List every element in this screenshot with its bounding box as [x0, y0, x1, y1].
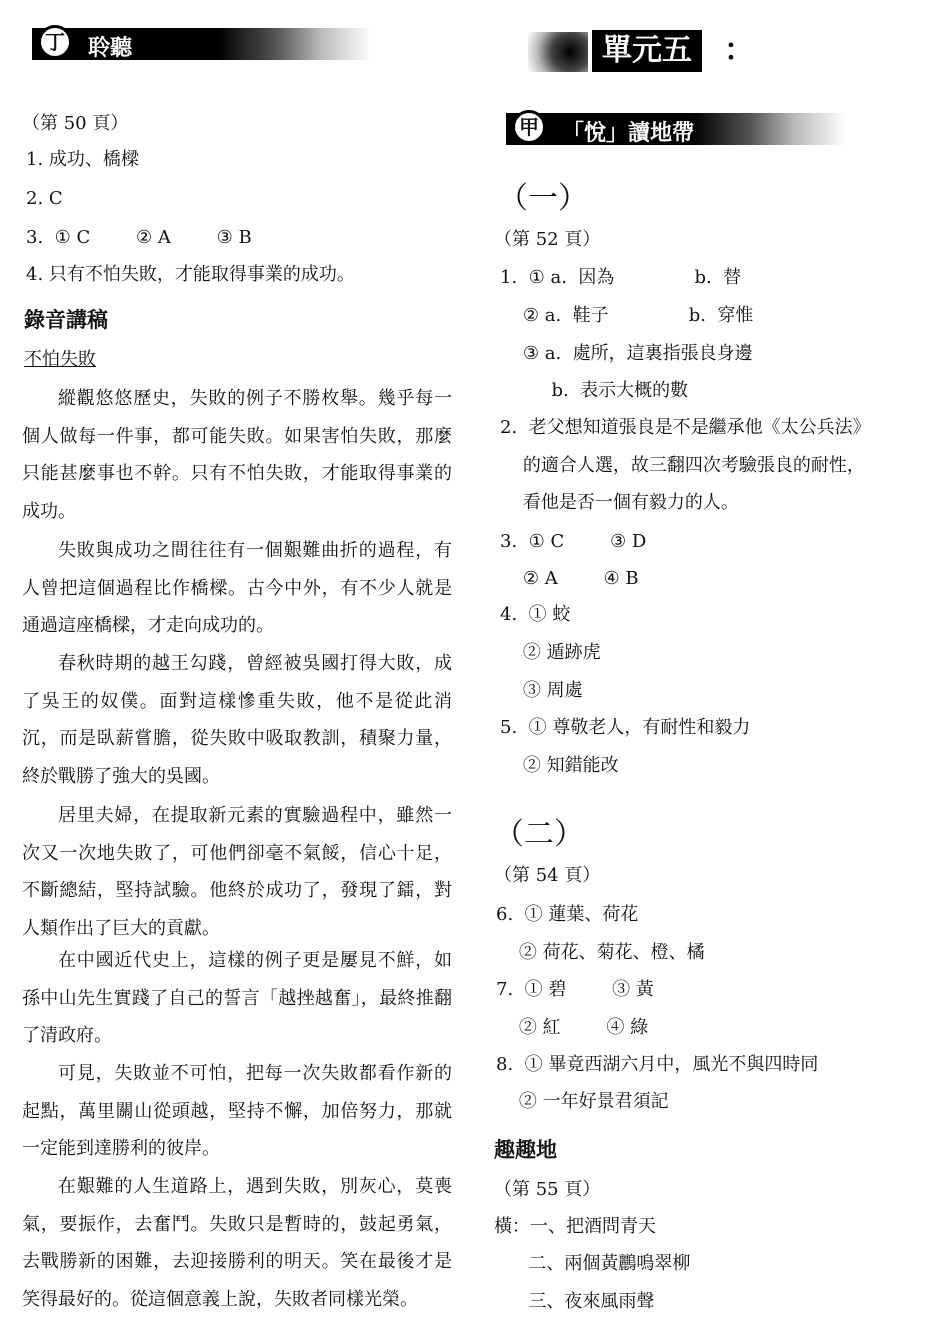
answer-line: 8. ① 畢竟西湖六月中，風光不與四時同 — [496, 1054, 819, 1075]
answer-line: 5. ① 尊敬老人，有耐性和毅力 — [500, 717, 751, 738]
answer-line: ② A ④ B — [500, 568, 639, 589]
answer-line: 3. ① C ② A ③ B — [26, 227, 252, 248]
answer-line: ③ 周處 — [500, 680, 583, 701]
transcript-paragraph: 失敗與成功之間往往有一個艱難曲折的過程，有人曾把這個過程比作橋樑。古今中外，有不少人就是通過這座橋樑，才走向成功的。 — [22, 540, 452, 637]
fun-heading: 趣趣地 — [494, 1138, 557, 1162]
answer-line: ② 一年好景君須記 — [496, 1091, 669, 1112]
answer-line: ③ a. 處所，這裏指張良身邊 — [500, 343, 753, 364]
answer-line: 2. C — [26, 188, 63, 209]
answer-line: b. 表示大概的數 — [500, 380, 689, 401]
answer-line: 的適合人選，故三翻四次考驗張良的耐性， — [500, 455, 865, 476]
section-title: 「悅」讀地帶 — [562, 121, 695, 146]
transcript-paragraph: 可見，失敗並不可怕，把每一次失敗都看作新的起點，萬里關山從頭越，堅持不懈，加倍努力，那就一定能到達勝利的彼岸。 — [22, 1063, 452, 1160]
answer-line: 1. ① a. 因為 b. 替 — [500, 267, 742, 288]
transcript-heading: 錄音講稿 — [24, 308, 108, 332]
answer-line: 看他是否一個有毅力的人。 — [500, 492, 739, 513]
page-reference: （第 55 頁） — [494, 1179, 601, 1200]
section-title: 聆聽 — [88, 36, 133, 61]
unit-decoration — [528, 32, 588, 72]
section-banner-listening — [32, 28, 372, 60]
transcript-paragraph: 春秋時期的越王勾踐，曾經被吳國打得大敗，成了吳王的奴僕。面對這樣慘重失敗，他不是從此消沉，而是臥薪嘗膽，從失敗中吸取教訓，積聚力量，終於戰勝了強大的吳國。 — [22, 653, 452, 787]
transcript-title: 不怕失敗 — [24, 349, 96, 370]
answer-line: ② a. 鞋子 b. 穿惟 — [500, 305, 754, 326]
answer-line: 7. ① 碧 ③ 黃 — [496, 979, 654, 1000]
answer-line: ② 遁跡虎 — [500, 642, 601, 663]
page-reference: （第 52 頁） — [494, 229, 601, 250]
answer-line: 6. ① 蓮葉、荷花 — [496, 904, 639, 925]
answer-line: 三、夜來風雨聲 — [494, 1291, 655, 1312]
transcript-paragraph: 在中國近代史上，這樣的例子更是屢見不鮮，如孫中山先生實踐了自己的誓言「越挫越奮」，最終推翻了清政府。 — [22, 950, 452, 1047]
unit-colon: ： — [724, 33, 754, 68]
part-label: （一） — [498, 181, 588, 216]
page-reference: （第 54 頁） — [494, 865, 601, 886]
answer-line: ② 紅 ④ 綠 — [496, 1017, 649, 1038]
transcript-paragraph: 在艱難的人生道路上，遇到失敗，別灰心，莫喪氣，要振作，去奮鬥。失敗只是暫時的，鼓起勇氣，去戰勝新的困難，去迎接勝利的明天。笑在最後才是笑得最好的。從這個意義上說，失敗者同樣光榮。 — [22, 1176, 452, 1310]
answer-line: 4. 只有不怕失敗，才能取得事業的成功。 — [26, 264, 355, 285]
section-banner-reading — [506, 113, 846, 145]
answer-line: 1. 成功、橋樑 — [26, 149, 139, 170]
answer-line: 橫：一、把酒問青天 — [494, 1216, 656, 1237]
unit-title: 單元五 — [592, 30, 702, 72]
section-number-badge: 甲 — [512, 110, 546, 144]
unit-header — [528, 28, 778, 74]
answer-line: 4. ① 蛟 — [500, 604, 571, 625]
section-number-badge: 丁 — [38, 25, 72, 59]
transcript-paragraph: 居里夫婦，在提取新元素的實驗過程中，雖然一次又一次地失敗了，可他們卻毫不氣餒，信心十足，不斷總結，堅持試驗。他終於成功了，發現了鐳，對人類作出了巨大的貢獻。 — [22, 805, 452, 939]
answer-line: 二、兩個黃鸝鳴翠柳 — [494, 1253, 691, 1274]
transcript-paragraph: 縱觀悠悠歷史，失敗的例子不勝枚舉。幾乎每一個人做每一件事，都可能失敗。如果害怕失敗，那麼只能甚麼事也不幹。只有不怕失敗，才能取得事業的成功。 — [22, 388, 452, 522]
page-reference: （第 50 頁） — [22, 113, 129, 134]
part-label: （二） — [494, 817, 584, 852]
answer-line: 3. ① C ③ D — [500, 531, 647, 552]
answer-line: ② 知錯能改 — [500, 755, 619, 776]
answer-line: 2. 老父想知道張良是不是繼承他《太公兵法》 — [500, 417, 871, 438]
answer-line: ② 荷花、菊花、橙、橘 — [496, 942, 705, 963]
